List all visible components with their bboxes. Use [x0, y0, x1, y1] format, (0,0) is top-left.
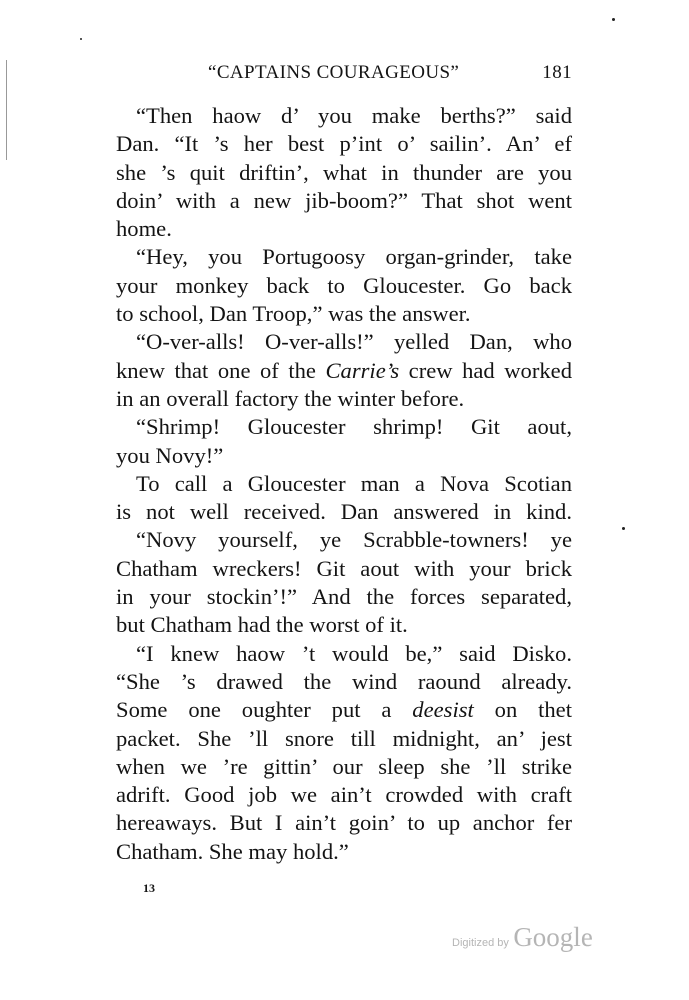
text-line: “She ’s drawed the wind raound already. [116, 668, 572, 694]
text-line: To call a Gloucester man a Nova Scotian [136, 470, 572, 496]
text-line: she ’s quit driftin’, what in thunder are you [116, 159, 572, 185]
italic-word: Carrie’s [325, 357, 400, 383]
text-line: Chatham. She may hold.” [116, 838, 349, 864]
text-line: in your stockin’!” And the forces separated, [116, 584, 572, 610]
page-speck [622, 527, 625, 530]
text-line: Some one oughter put a deesist on thet [116, 697, 572, 723]
text-line: is not well received. Dan answered in kind. [116, 499, 572, 525]
text-line: knew that one of the Carrie’s crew had worked [116, 357, 572, 383]
body-text [116, 102, 572, 866]
digitized-watermark [452, 922, 593, 953]
text-line: Chatham wreckers! Git aout with your brick [116, 555, 572, 581]
text-line: adrift. Good job we ain’t crowded with craft [116, 782, 572, 808]
page-speck [80, 38, 82, 40]
text-line: “Shrimp! Gloucester shrimp! Git aout, [136, 414, 572, 440]
italic-word: deesist [412, 697, 474, 723]
text-line: to school, Dan Troop,” was the answer. [116, 301, 471, 327]
text-line: but Chatham had the worst of it. [116, 612, 408, 638]
watermark-brand: Google [513, 922, 593, 952]
text-line: Dan. “It ’s her best p’int o’ sailin’. An’ ef [116, 131, 572, 157]
text-line: in an overall factory the winter before. [116, 385, 465, 411]
text-line: “O-ver-alls! O-ver-alls!” yelled Dan, who [136, 329, 572, 355]
page-header [116, 62, 572, 88]
text-line: home. [116, 216, 172, 242]
text-line: you Novy!” [116, 442, 224, 468]
text-line: packet. She ’ll snore till midnight, an’ jest [116, 725, 572, 751]
running-title: “CAPTAINS COURAGEOUS” [208, 62, 460, 83]
text-line: doin’ with a new jib-boom?” That shot went [116, 187, 572, 213]
signature-mark: 13 [143, 881, 155, 895]
text-line: “Novy yourself, ye Scrabble-towners! ye [136, 527, 572, 553]
text-line: “Then haow d’ you make berths?” said [136, 103, 572, 128]
text-line: “I knew haow ’t would be,” said Disko. [136, 640, 572, 666]
page-speck [612, 18, 615, 21]
text-line: when we ’re gittin’ our sleep she ’ll strike [116, 753, 572, 779]
text-line: hereaways. But I ain’t goin’ to up anchor fer [116, 810, 572, 836]
page-edge-mark [6, 60, 7, 160]
text-line: “Hey, you Portugoosy organ-grinder, take [136, 244, 572, 270]
page-number: 181 [542, 62, 572, 83]
text-line: your monkey back to Gloucester. Go back [116, 272, 572, 298]
watermark-prefix: Digitized by [452, 937, 509, 949]
